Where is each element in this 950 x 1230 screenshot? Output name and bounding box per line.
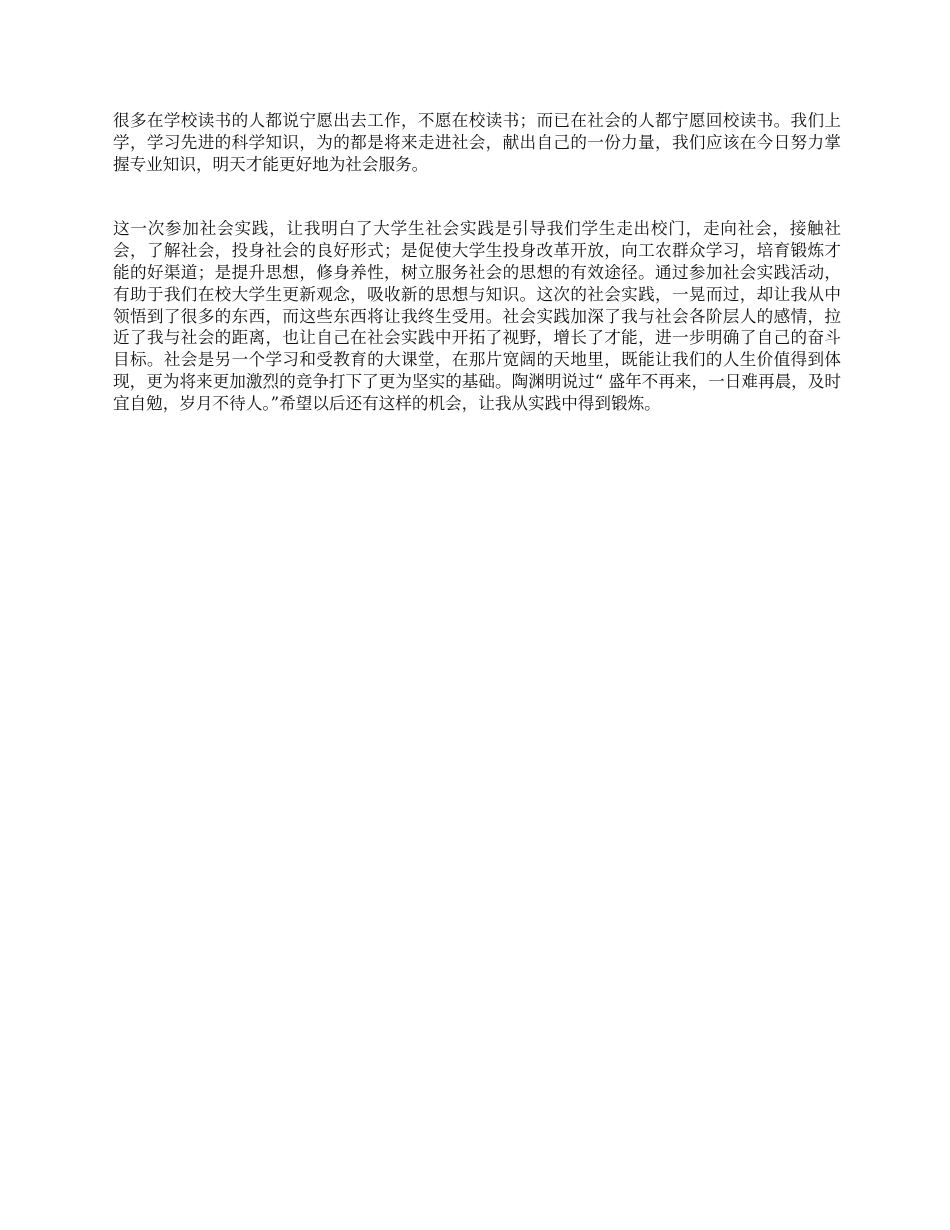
paragraph: 这一次参加社会实践，让我明白了大学生社会实践是引导我们学生走出校门，走向社会，接触社会，了解社会，投身社会的良好形式；是促使大学生投身改革开放，向工农群众学习，培育锻炼才能的好渠道；是提升思想，修身养性，树立服务社会的思想的有效途径。通过参加社会实践活动，有助于我们在校大学生更新观念，吸收新的思想与知识。这次的社会实践，一晃而过，却让我从中领悟到了很多的东西，而这些东西将让我终生受用。社会实践加深了我与社会各阶层人的感情，拉近了我与社会的距离，也让自己在社会实践中开拓了视野，增长了才能，进一步明确了自己的奋斗目标。社会是另一个学习和受教育的大课堂，在那片宽阔的天地里，既能让我们的人生价值得到体现，更为将来更加激烈的竞争打下了更为坚实的基础。陶渊明说过“ 盛年不再来，一日难再晨，及时宜自勉，岁月不待人。”希望以后还有这样的机会，让我从实践中得到锻炼。	[113, 219, 841, 413]
paragraph: 很多在学校读书的人都说宁愿出去工作，不愿在校读书；而已在社会的人都宁愿回校读书。我们上学，学习先进的科学知识，为的都是将来走进社会，献出自己的一份力量，我们应该在今日努力掌握专业知识，明天才能更好地为社会服务。	[113, 111, 841, 174]
document-body	[113, 110, 841, 415]
